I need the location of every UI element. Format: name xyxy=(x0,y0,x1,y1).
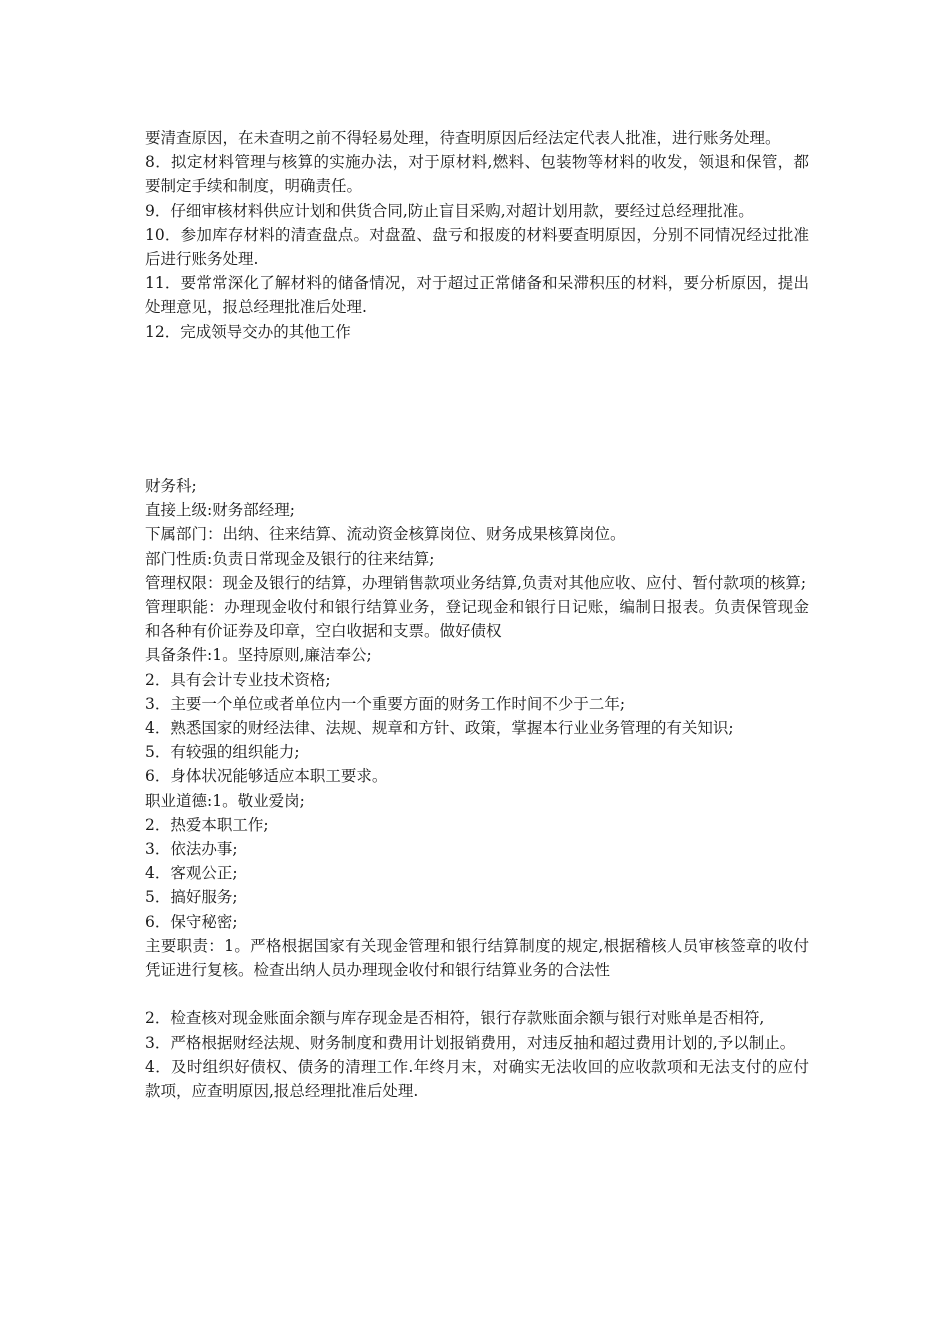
ethics-item: 职业道德:1。敬业爱岗; xyxy=(145,791,305,810)
paragraph: 11．要常常深化了解材料的储备情况，对于超过正常储备和呆滞积压的材料，要分析原因，提出处理意见，报总经理批准后处理. xyxy=(145,274,809,317)
paragraph: 10．参加库存材料的清查盘点。对盘盈、盘亏和报废的材料要查明原因，分别不同情况经过批准后进行账务处理. xyxy=(145,225,809,269)
supervisor-line: 直接上级:财务部经理; xyxy=(145,501,295,520)
ethics-item: 2．热爱本职工作; xyxy=(145,815,269,834)
functions-line: 管理职能：办理现金收付和银行结算业务，登记现金和银行日记账，编制日报表。负责保管现金和各种有价证券及印章，空白收据和支票。做好债权 xyxy=(145,598,809,641)
blank-line xyxy=(145,982,809,1006)
paragraph: 8．拟定材料管理与核算的实施办法，对于原材料,燃料、包装物等材料的收发，领退和保管，都要制定手续和制度，明确责任。 xyxy=(145,153,809,196)
ethics-item: 5．搞好服务; xyxy=(145,888,238,907)
authority-line: 管理权限：现金及银行的结算，办理销售款项业务结算,负责对其他应收、应付、暂付款项的核算; xyxy=(145,573,807,592)
paragraph: 12．完成领导交办的其他工作 xyxy=(145,322,351,341)
ethics-item: 4．客观公正; xyxy=(145,864,238,883)
duty-item: 主要职责：1。严格根据国家有关现金管理和银行结算制度的规定,根据稽核人员审核签章的收付凭证进行复核。检查出纳人员办理现金收付和银行结算业务的合法性 xyxy=(145,936,809,980)
paragraph: 要清查原因，在未查明之前不得轻易处理，待查明原因后经法定代表人批准，进行账务处理。 xyxy=(145,129,781,147)
material-duties-continued xyxy=(145,126,809,344)
paragraph: 9．仔细审核材料供应计划和供货合同,防止盲目采购,对超计划用款，要经过总经理批准。 xyxy=(145,201,754,220)
duty-item: 3．严格根据财经法规、财务制度和费用计划报销费用，对违反抽和超过费用计划的,予以制止。 xyxy=(145,1033,796,1052)
requirement-item: 5．有较强的组织能力; xyxy=(145,743,300,762)
finance-section xyxy=(145,474,809,1103)
nature-line: 部门性质:负责日常现金及银行的往来结算; xyxy=(145,549,435,568)
requirement-item: 2．具有会计专业技术资格; xyxy=(145,670,331,689)
ethics-item: 6．保守秘密; xyxy=(145,912,238,931)
section-title: 财务科; xyxy=(145,477,197,495)
subordinates-line: 下属部门：出纳、往来结算、流动资金核算岗位、财务成果核算岗位。 xyxy=(145,525,626,544)
ethics-item: 3．依法办事; xyxy=(145,840,238,859)
requirement-item: 具备条件:1。坚持原则,廉洁奉公; xyxy=(145,646,372,665)
duty-item: 4．及时组织好债权、债务的清理工作.年终月末，对确实无法收回的应收款项和无法支付的应付款项，应查明原因,报总经理批准后处理. xyxy=(145,1057,809,1101)
duty-item: 2．检查核对现金账面余额与库存现金是否相符，银行存款账面余额与银行对账单是否相符, xyxy=(145,1009,765,1028)
requirement-item: 3．主要一个单位或者单位内一个重要方面的财务工作时间不少于二年; xyxy=(145,694,626,713)
requirement-item: 4．熟悉国家的财经法律、法规、规章和方针、政策，掌握本行业业务管理的有关知识; xyxy=(145,719,734,738)
requirement-item: 6．身体状况能够适应本职工要求。 xyxy=(145,767,388,786)
